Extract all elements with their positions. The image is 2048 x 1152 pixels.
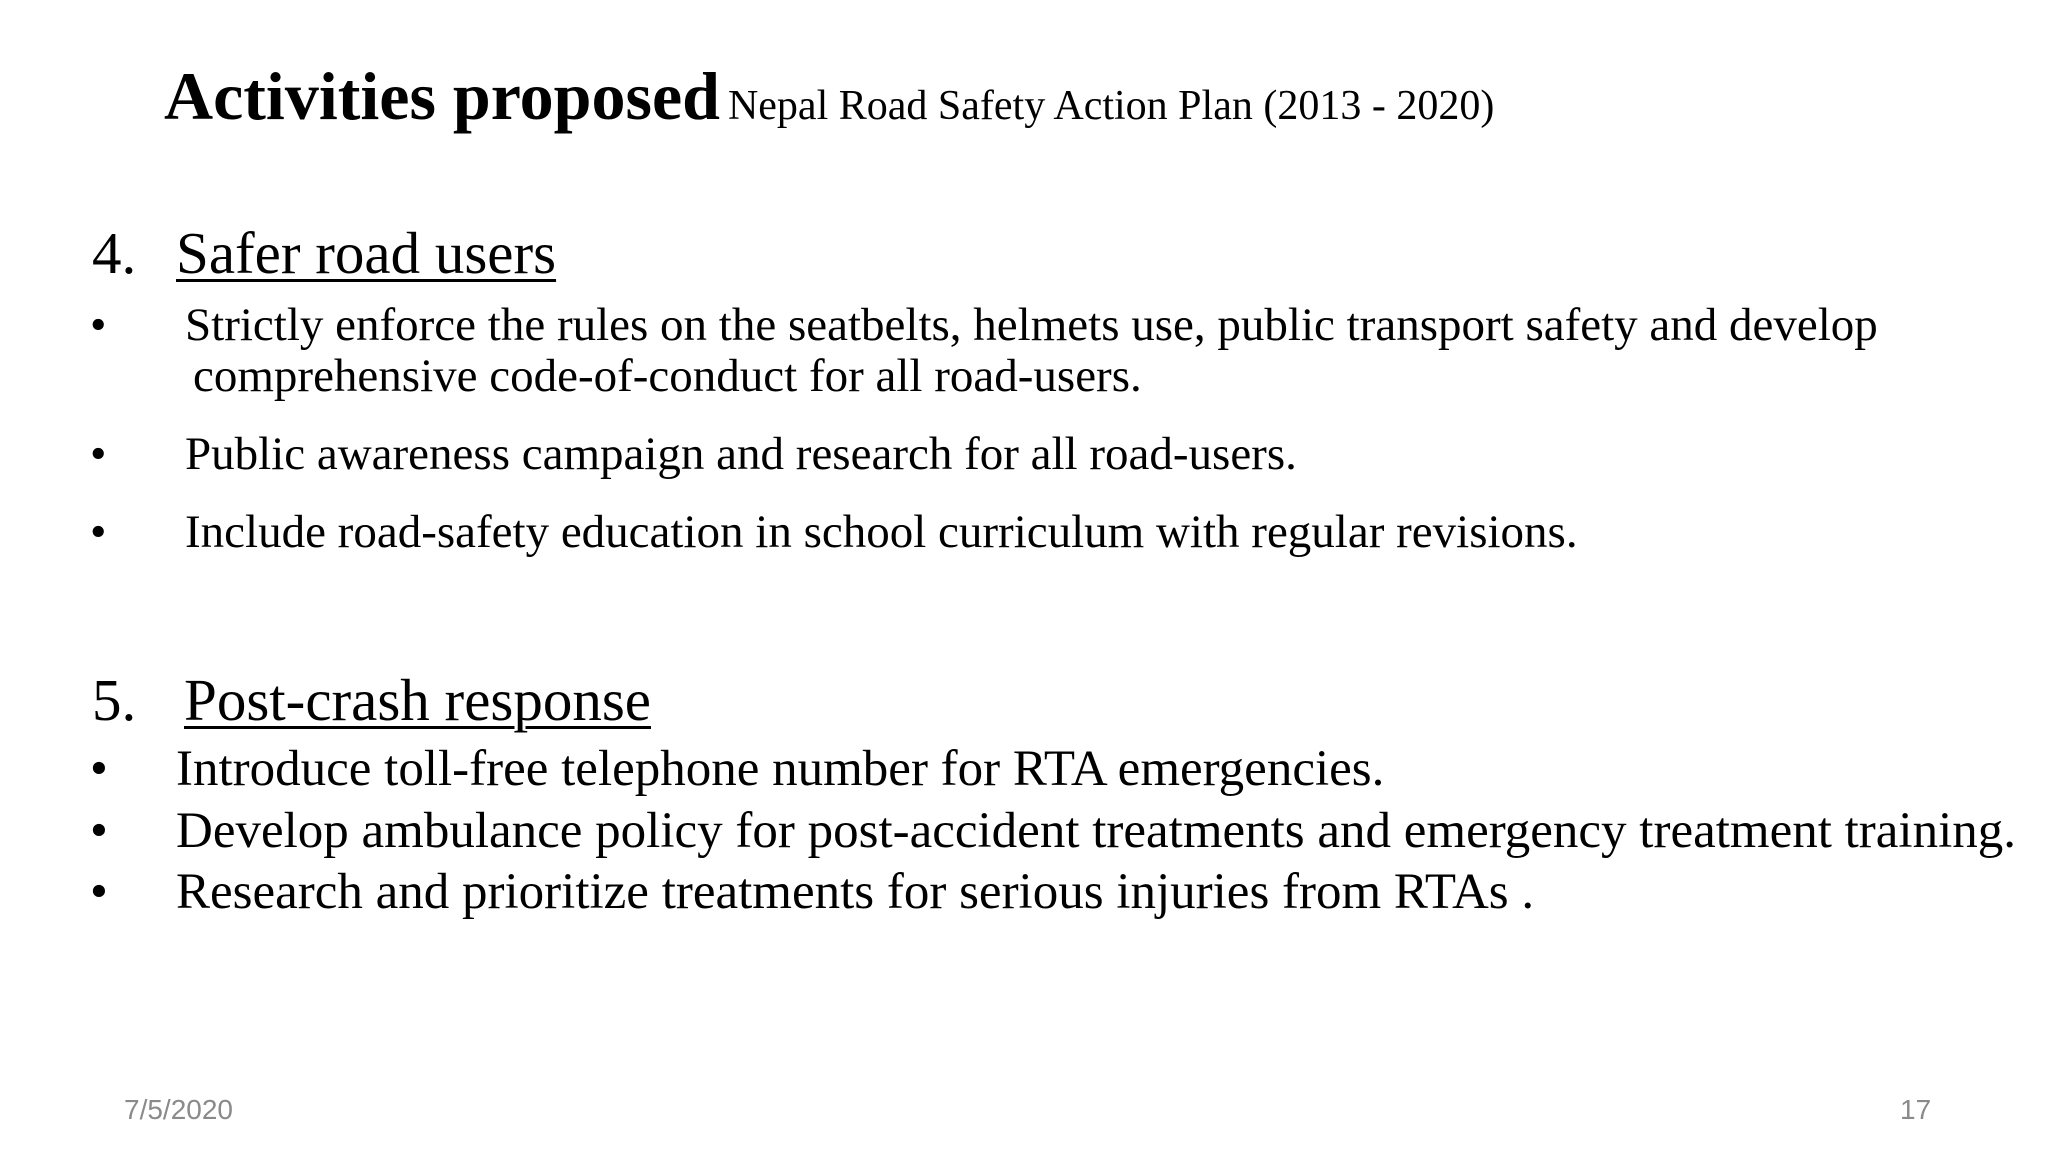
title-main: Activities proposed <box>164 58 720 134</box>
bullet-icon: • <box>90 864 108 920</box>
list-item-text: Include road-safety education in school curriculum with regular revisions. <box>185 506 1578 558</box>
section-heading-label: Post-crash response <box>184 667 651 733</box>
list-item-text: Develop ambulance policy for post-accident treatments and emergency treatment training. <box>176 803 2017 859</box>
list-item-continuation: comprehensive code-of-conduct for all road-users. <box>193 350 1142 402</box>
section-number: 5. <box>92 667 137 733</box>
section-number: 4. <box>92 220 137 286</box>
list-item-text: Introduce toll-free telephone number for RTA emergencies. <box>176 741 1385 797</box>
section-heading-label: Safer road users <box>176 220 557 286</box>
bullet-icon: • <box>90 299 107 351</box>
bullet-icon: • <box>90 428 107 480</box>
title-subtitle: Nepal Road Safety Action Plan (2013 - 2020) <box>727 83 1495 129</box>
footer-page-number: 17 <box>1900 1094 1932 1125</box>
bullet-icon: • <box>90 803 108 859</box>
bullet-icon: • <box>90 741 108 797</box>
footer-date: 7/5/2020 <box>124 1094 233 1125</box>
list-item-text: Research and prioritize treatments for serious injuries from RTAs . <box>176 864 1535 920</box>
bullet-icon: • <box>90 506 107 558</box>
list-item-text: Public awareness campaign and research for all road-users. <box>185 428 1297 480</box>
slide-title <box>164 58 1495 134</box>
list-item-text: Strictly enforce the rules on the seatbelts, helmets use, public transport safety and develop <box>185 299 1878 351</box>
